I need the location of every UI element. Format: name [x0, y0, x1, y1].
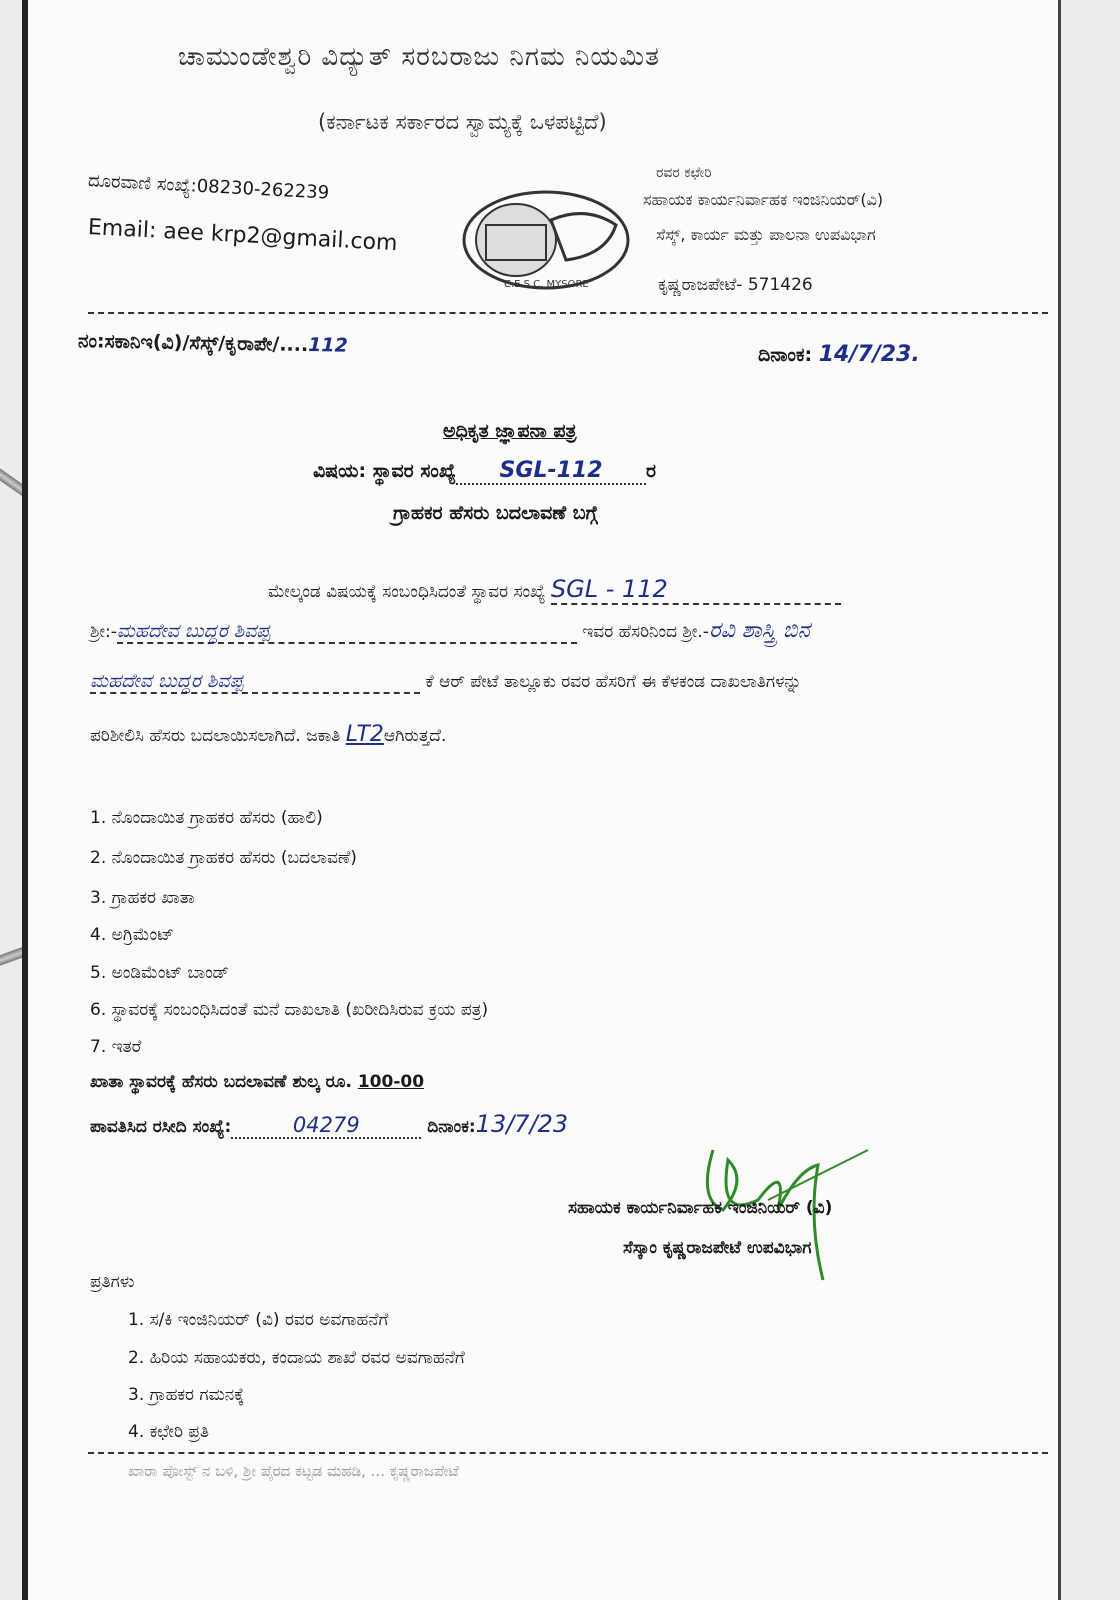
document-item: 4. ಅಗ್ರಿಮೆಂಟ್ [90, 925, 174, 945]
footer-divider [88, 1452, 1048, 1454]
document-item: 1. ನೊಂದಾಯಿತ ಗ್ರಾಹಕರ ಹೆಸರು (ಹಾಲಿ) [90, 808, 323, 828]
memo-heading: ಅಧಿಕೃತ ಜ್ಞಾಪನಾ ಪತ್ರ [443, 420, 577, 442]
logo-text: C.E.S.C. MYSORE [504, 279, 589, 290]
body-line-3: ಮಹದೇವ ಬುದ್ದರ ಶಿವಪ್ಪ ಕೆ ಆರ್ ಪೇಟೆ ತಾಲ್ಲೂಕು ರವರ ಹೆಸರಿಗೆ ಈ ಕೆಳಕಂಡ ದಾಖಲಾತಿಗಳನ್ನು [90, 670, 802, 692]
copy-item: 3. ಗ್ರಾಹಕರ ಗಮನಕ್ಕೆ [128, 1385, 245, 1405]
document-item: 2. ನೊಂದಾಯಿತ ಗ್ರಾಹಕರ ಹೆಸರು (ಬದಲಾವಣೆ) [90, 848, 357, 868]
phone-number: ದೂರವಾಣಿ ಸಂಖ್ಯೆ:08230-262239 [87, 170, 330, 204]
copy-item: 4. ಕಛೇರಿ ಪ್ರತಿ [128, 1422, 209, 1442]
copies-heading: ಪ್ರತಿಗಳು [90, 1272, 135, 1292]
office-division: ಸೆಸ್ಕ್, ಕಾರ್ಯ ಮತ್ತು ಪಾಲನಾ ಉಪವಿಭಾಗ [656, 225, 876, 244]
copy-item: 1. ಸ/ಕಿ ಇಂಜಿನಿಯರ್ (ವಿ) ರವರ ಅವಗಾಹನೆಗೆ [128, 1310, 389, 1330]
office-address: ಕೃಷ್ಣರಾಜಪೇಟೆ- 571426 [658, 275, 813, 295]
office-of: ರವರ ಕಛೇರಿ [656, 165, 712, 181]
receipt-line: ಪಾವತಿಸಿದ ರಸೀದಿ ಸಂಖ್ಯೆ: 04279 ದಿನಾಂಕ:13/7/23 [90, 1110, 569, 1138]
header-divider [88, 312, 1048, 314]
signatory-office: ಸೆಸ್ಕಾಂ ಕೃಷ್ಣರಾಜಪೇಟೆ ಉಪವಿಭಾಗ [623, 1238, 812, 1258]
document-item: 3. ಗ್ರಾಹಕರ ಖಾತಾ [90, 888, 195, 908]
cesc-logo [456, 185, 636, 295]
subject-line: ವಿಷಯ: ಸ್ಥಾವರ ಸಂಖ್ಯೆ SGL-112 ರ [313, 458, 657, 483]
org-subtitle: (ಕರ್ನಾಟಕ ಸರ್ಕಾರದ ಸ್ವಾಮ್ಯಕ್ಕೆ ಒಳಪಟ್ಟಿದೆ) [318, 110, 607, 134]
reference-number: ನಂ:ಸಕಾನಿಇ(ವಿ)/ಸೆಸ್ಕ್/ಕೃರಾಪೇ/....112 [77, 330, 349, 357]
document-item: 7. ಇತರೆ [90, 1037, 142, 1057]
letter-date: ದಿನಾಂಕ: 14/7/23. [758, 342, 920, 367]
body-line-2: ಶ್ರೀ:-ಮಹದೇವ ಬುದ್ದರ ಶಿವಪ್ಪ ಇವರ ಹೆಸರಿನಿಂದ ಶ್ರೀ.-ರವಿ ಶಾಸ್ತ್ರಿ ಬಿನ [90, 618, 810, 643]
signatory-designation: ಸಹಾಯಕ ಕಾರ್ಯನಿರ್ವಾಹಕ ಇಂಜಿನಿಯರ್ (ವಿ) [568, 1198, 833, 1218]
office-designation: ಸಹಾಯಕ ಕಾರ್ಯನಿರ್ವಾಹಕ ಇಂಜಿನಿಯರ್(ವಿ) [643, 190, 884, 209]
letter-page [22, 0, 1061, 1600]
email-address: Email: aee krp2@gmail.com [87, 215, 399, 257]
body-line-4: ಪರಿಶೀಲಿಸಿ ಹೆಸರು ಬದಲಾಯಿಸಲಾಗಿದೆ. ಜಕಾತಿ LT2ಆಗಿರುತ್ತದೆ. [90, 722, 447, 747]
org-name: ಚಾಮುಂಡೇಶ್ವರಿ ವಿದ್ಯುತ್ ಸರಬರಾಜು ನಿಗಮ ನಿಯಮಿತ [178, 42, 660, 72]
document-item: 5. ಅಂಡಿಮೆಂಟ್ ಬಾಂಡ್ [90, 963, 229, 983]
copy-item: 2. ಹಿರಿಯ ಸಹಾಯಕರು, ಕಂದಾಯ ಶಾಖೆ ರವರ ಅವಗಾಹನೆಗೆ [128, 1348, 465, 1368]
footer-address: ಖಾರಾ ಪೋಸ್ಟ್ ನ ಬಳಿ, ಶ್ರೀ ಪೈರದ ಕಟ್ಟಡ ಮಹಡಿ, ... ಕೃಷ್ಣರಾಜಪೇಟೆ [128, 1462, 459, 1480]
document-item: 6. ಸ್ಥಾವರಕ್ಕೆ ಸಂಬಂಧಿಸಿದಂತೆ ಮನೆ ದಾಖಲಾತಿ (ಖರೀದಿಸಿರುವ ಕ್ರಯ ಪತ್ರ) [90, 1000, 489, 1020]
subject-line-2: ಗ್ರಾಹಕರ ಹೆಸರು ಬದಲಾವಣೆ ಬಗ್ಗೆ [393, 502, 598, 524]
fee-line: ಖಾತಾ ಸ್ಥಾವರಕ್ಕೆ ಹೆಸರು ಬದಲಾವಣೆ ಶುಲ್ಕ ರೂ. 100-00 [90, 1072, 425, 1092]
body-line-1: ಮೇಲ್ಕಂಡ ವಿಷಯಕ್ಕೆ ಸಂಬಂಧಿಸಿದಂತೆ ಸ್ಥಾವರ ಸಂಖ್ಯೆ SGL - 112 [268, 575, 841, 605]
